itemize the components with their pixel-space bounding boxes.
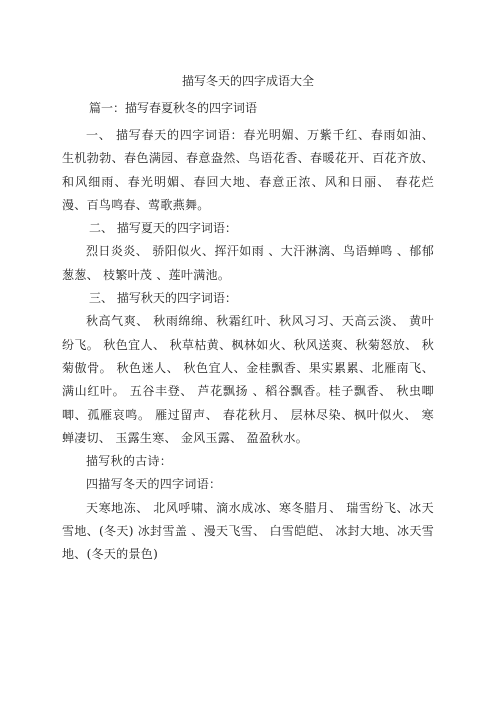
- document-subtitle: 篇一：描写春夏秋冬的四字词语: [89, 101, 258, 115]
- winter-heading: 四描写冬天的四字词语：: [86, 477, 222, 492]
- autumn-poems-label: 描写秋的古诗：: [86, 454, 173, 469]
- spring-words: 春光明媚、万紫千红、春雨如油、生机勃勃、春色满园、春意盎然、鸟语花香、春暖花开、百花齐放、和风细雨、春光明媚、春回大地、春意正浓、风和日丽、 春花烂漫、百鸟鸣春、莺歌燕舞。: [62, 128, 434, 212]
- document-body: [62, 124, 434, 567]
- autumn-heading: 三、 描写秋天的四字词语：: [89, 291, 237, 306]
- spring-heading: 一、 描写春天的四字词语：: [86, 128, 244, 142]
- winter-words: 天寒地冻、 北风呼啸、滴水成冰、寒冬腊月、 瑞雪纷飞、冰天雪地、(冬天) 冰封雪盖 、漫天飞雪、 白雪皑皑、 冰封大地、冰天雪地、(冬天的景色): [62, 500, 434, 562]
- autumn-words: 秋高气爽、 秋雨绵绵、秋霜红叶、秋风习习、天高云淡、 黄叶纷飞。 秋色宜人、 秋草枯黄、枫林如火、秋风送爽、秋菊怒放、 秋菊傲骨。 秋色迷人、 秋色宜人、金桂飘香、果实累累、北雁南飞、 满山红叶。 五谷丰登、 芦花飘扬 、稻谷飘香。桂子飘香、 秋虫唧唧、孤雁哀鸣。 雁过留声、 春花秋月、 层林尽染、枫叶似火、 寒蝉凄切、 玉露生寒、 金风玉露、 盈盈秋水。: [62, 314, 434, 445]
- summer-heading: 二、 描写夏天的四字词语：: [89, 221, 237, 236]
- spring-section: [62, 124, 434, 217]
- summer-words: 烈日炎炎、 骄阳似火、挥汗如雨 、大汗淋漓、鸟语蝉鸣 、郁郁葱葱、 枝繁叶茂 、莲叶满池。: [62, 244, 434, 282]
- document-title: 描写冬天的四字成语大全: [181, 74, 314, 88]
